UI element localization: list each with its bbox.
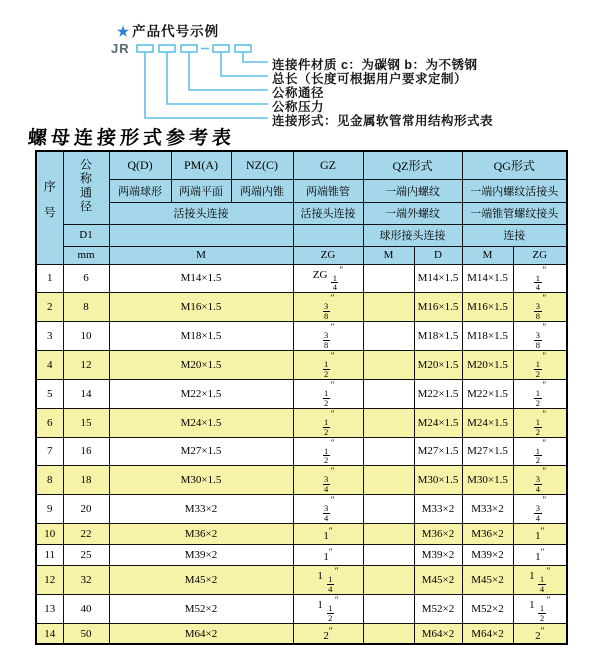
cell-qz-m	[363, 594, 414, 623]
cell-qg-zg: 1″	[513, 524, 567, 545]
header-unit-m1: M	[109, 246, 293, 264]
cell-seq: 3	[36, 322, 63, 351]
cell-gz: $\frac{3}{8}$ ″	[293, 293, 363, 322]
cell-qz-m	[363, 351, 414, 380]
cell-seq: 5	[36, 379, 63, 408]
cell-qg-m: M14×1.5	[462, 264, 513, 293]
table-row	[36, 293, 567, 322]
header-conn-union: 活接头连接	[109, 202, 293, 224]
header-blank-gz	[293, 224, 363, 246]
header-type-qg: QG形式	[462, 151, 567, 179]
table-row	[36, 594, 567, 623]
cell-qz-m	[363, 495, 414, 524]
cell-dn: 50	[63, 623, 109, 644]
header-unit-m2: M	[363, 246, 414, 264]
cell-qz-d: M36×2	[414, 524, 462, 545]
table-title: 螺母连接形式参考表	[27, 128, 236, 149]
diagram-heading	[117, 20, 219, 40]
cell-dn: 32	[63, 566, 109, 595]
connector-material	[243, 52, 268, 62]
cell-gz: $\frac{1}{2}$ ″	[293, 437, 363, 466]
cell-seq: 7	[36, 437, 63, 466]
header-desc-qg: 一端内螺纹活接头	[462, 179, 567, 202]
cell-qg-zg: $\frac{3}{8}$ ″	[513, 322, 567, 351]
cell-m: M33×2	[109, 495, 293, 524]
cell-qg-zg: $\frac{1}{2}$ ″	[513, 408, 567, 437]
table-row	[36, 524, 567, 545]
connector-diameter	[189, 52, 268, 90]
cell-seq: 11	[36, 545, 63, 566]
header-type-qz: QZ形式	[363, 151, 462, 179]
cell-qz-m	[363, 379, 414, 408]
cell-qz-d: M45×2	[414, 566, 462, 595]
cell-qz-d: M22×1.5	[414, 379, 462, 408]
cell-seq: 9	[36, 495, 63, 524]
cell-m: M16×1.5	[109, 293, 293, 322]
cell-qz-m	[363, 566, 414, 595]
cell-gz: $\frac{3}{4}$ ″	[293, 466, 363, 495]
cell-m: M30×1.5	[109, 466, 293, 495]
code-prefix: JR	[111, 41, 130, 56]
table-row	[36, 545, 567, 566]
cell-seq: 13	[36, 594, 63, 623]
cell-gz: ZG $\frac{1}{4}$ ″	[293, 264, 363, 293]
table-row	[36, 264, 567, 293]
cell-qg-zg: $\frac{1}{2}$ ″	[513, 351, 567, 380]
table-row	[36, 379, 567, 408]
cell-qz-m	[363, 264, 414, 293]
header-unit-zg1: ZG	[293, 246, 363, 264]
cell-m: M24×1.5	[109, 408, 293, 437]
cell-qg-zg: 2″	[513, 623, 567, 644]
cell-qg-zg: $\frac{1}{2}$ ″	[513, 437, 567, 466]
label-form: 连接形式：见金属软管常用结构形式表	[272, 114, 494, 128]
label-pressure: 公称压力	[272, 100, 325, 114]
table-row	[36, 437, 567, 466]
cell-qg-zg: 1 $\frac{1}{4}$ ″	[513, 566, 567, 595]
header-type-gz: GZ	[293, 151, 363, 179]
cell-qz-d: M52×2	[414, 594, 462, 623]
cell-qg-m: M22×1.5	[462, 379, 513, 408]
cell-qz-d: M33×2	[414, 495, 462, 524]
cell-seq: 8	[36, 466, 63, 495]
cell-qz-m	[363, 437, 414, 466]
header-d1: D1	[63, 224, 109, 246]
connector-length	[221, 52, 268, 76]
cell-dn: 20	[63, 495, 109, 524]
header-unit-zg2: ZG	[513, 246, 567, 264]
header-conn-union-gz: 活接头连接	[293, 202, 363, 224]
cell-m: M39×2	[109, 545, 293, 566]
label-length: 总长（长度可根据用户要求定制）	[272, 72, 468, 86]
cell-qg-m: M39×2	[462, 545, 513, 566]
header-type-pm: PM(A)	[171, 151, 231, 179]
cell-dn: 14	[63, 379, 109, 408]
cell-gz: $\frac{1}{2}$ ″	[293, 408, 363, 437]
header-ball-joint: 球形接头连接	[363, 224, 462, 246]
cell-qg-m: M20×1.5	[462, 351, 513, 380]
cell-gz: $\frac{3}{8}$ ″	[293, 322, 363, 351]
cell-qz-m	[363, 466, 414, 495]
cell-dn: 40	[63, 594, 109, 623]
cell-m: M14×1.5	[109, 264, 293, 293]
header-seq: 序号	[36, 151, 63, 264]
cell-qz-m	[363, 293, 414, 322]
cell-dn: 16	[63, 437, 109, 466]
header-unit-m3: M	[462, 246, 513, 264]
cell-qg-zg: 1 $\frac{1}{2}$ ″	[513, 594, 567, 623]
table-row	[36, 495, 567, 524]
cell-m: M27×1.5	[109, 437, 293, 466]
cell-qz-m	[363, 408, 414, 437]
star-icon: ★	[117, 24, 131, 39]
cell-m: M36×2	[109, 524, 293, 545]
table-row	[36, 351, 567, 380]
header-desc-pm: 两端平面	[171, 179, 231, 202]
cell-gz: 1″	[293, 545, 363, 566]
cell-m: M52×2	[109, 594, 293, 623]
cell-qg-m: M52×2	[462, 594, 513, 623]
header-conn-taper: 一端锥管螺纹接头	[462, 202, 567, 224]
header-blank-m	[109, 224, 293, 246]
header-type-nz: NZ(C)	[231, 151, 293, 179]
cell-dn: 8	[63, 293, 109, 322]
cell-dn: 15	[63, 408, 109, 437]
cell-dn: 6	[63, 264, 109, 293]
code-box-2	[159, 45, 175, 52]
header-desc-nz: 两端内锥	[231, 179, 293, 202]
cell-qg-m: M64×2	[462, 623, 513, 644]
cell-gz: $\frac{1}{2}$ ″	[293, 351, 363, 380]
code-box-1	[137, 45, 153, 52]
cell-dn: 12	[63, 351, 109, 380]
diagram-heading-text: 产品代号示例	[132, 24, 220, 39]
cell-qg-zg: 1″	[513, 545, 567, 566]
label-diameter: 公称通径	[272, 86, 325, 100]
cell-qz-d: M14×1.5	[414, 264, 462, 293]
table-row	[36, 623, 567, 644]
cell-qz-d: M39×2	[414, 545, 462, 566]
cell-seq: 6	[36, 408, 63, 437]
cell-seq: 1	[36, 264, 63, 293]
cell-qg-zg: $\frac{1}{4}$ ″	[513, 264, 567, 293]
cell-dn: 22	[63, 524, 109, 545]
reference-table	[35, 150, 568, 645]
cell-qg-m: M30×1.5	[462, 466, 513, 495]
cell-qz-d: M64×2	[414, 623, 462, 644]
cell-m: M45×2	[109, 566, 293, 595]
cell-qg-m: M24×1.5	[462, 408, 513, 437]
cell-qg-m: M27×1.5	[462, 437, 513, 466]
cell-qg-m: M45×2	[462, 566, 513, 595]
cell-qg-zg: $\frac{3}{4}$ ″	[513, 466, 567, 495]
cell-qz-m	[363, 524, 414, 545]
cell-gz: 1 $\frac{1}{2}$ ″	[293, 594, 363, 623]
cell-qz-d: M20×1.5	[414, 351, 462, 380]
cell-m: M18×1.5	[109, 322, 293, 351]
header-conn-ext: 一端外螺纹	[363, 202, 462, 224]
cell-m: M22×1.5	[109, 379, 293, 408]
code-box-4	[213, 45, 229, 52]
header-desc-gz: 两端锥管	[293, 179, 363, 202]
cell-qg-m: M18×1.5	[462, 322, 513, 351]
cell-gz: 1 $\frac{1}{4}$ ″	[293, 566, 363, 595]
cell-seq: 4	[36, 351, 63, 380]
header-desc-qz: 一端内螺纹	[363, 179, 462, 202]
cell-gz: 1″	[293, 524, 363, 545]
cell-qg-zg: $\frac{1}{2}$ ″	[513, 379, 567, 408]
cell-qz-d: M24×1.5	[414, 408, 462, 437]
code-box-3	[181, 45, 197, 52]
label-material: 连接件材质 c：为碳钢 b：为不锈钢	[272, 58, 478, 72]
header-connect: 连接	[462, 224, 567, 246]
cell-dn: 18	[63, 466, 109, 495]
table-header	[36, 151, 567, 264]
cell-qz-m	[363, 623, 414, 644]
cell-seq: 14	[36, 623, 63, 644]
cell-dn: 10	[63, 322, 109, 351]
header-unit-d: D	[414, 246, 462, 264]
cell-seq: 12	[36, 566, 63, 595]
cell-qg-m: M33×2	[462, 495, 513, 524]
cell-seq: 10	[36, 524, 63, 545]
header-mm: mm	[63, 246, 109, 264]
connector-pressure	[167, 52, 268, 104]
table-row	[36, 466, 567, 495]
cell-qz-m	[363, 545, 414, 566]
cell-m: M20×1.5	[109, 351, 293, 380]
code-box-5	[235, 45, 251, 52]
header-dn: 公称通径	[63, 151, 109, 224]
table-row	[36, 322, 567, 351]
table-body	[36, 264, 567, 644]
cell-gz: $\frac{3}{4}$ ″	[293, 495, 363, 524]
table-row	[36, 408, 567, 437]
cell-qz-m	[363, 322, 414, 351]
cell-gz: $\frac{1}{2}$ ″	[293, 379, 363, 408]
cell-m: M64×2	[109, 623, 293, 644]
cell-qz-d: M30×1.5	[414, 466, 462, 495]
cell-seq: 2	[36, 293, 63, 322]
table-row	[36, 566, 567, 595]
header-desc-qd: 两端球形	[109, 179, 171, 202]
cell-qz-d: M18×1.5	[414, 322, 462, 351]
cell-gz: 2″	[293, 623, 363, 644]
cell-qz-d: M27×1.5	[414, 437, 462, 466]
cell-qg-m: M36×2	[462, 524, 513, 545]
cell-qg-zg: $\frac{3}{8}$ ″	[513, 293, 567, 322]
cell-qg-m: M16×1.5	[462, 293, 513, 322]
cell-qg-zg: $\frac{3}{4}$ ″	[513, 495, 567, 524]
cell-qz-d: M16×1.5	[414, 293, 462, 322]
cell-dn: 25	[63, 545, 109, 566]
header-type-qd: Q(D)	[109, 151, 171, 179]
